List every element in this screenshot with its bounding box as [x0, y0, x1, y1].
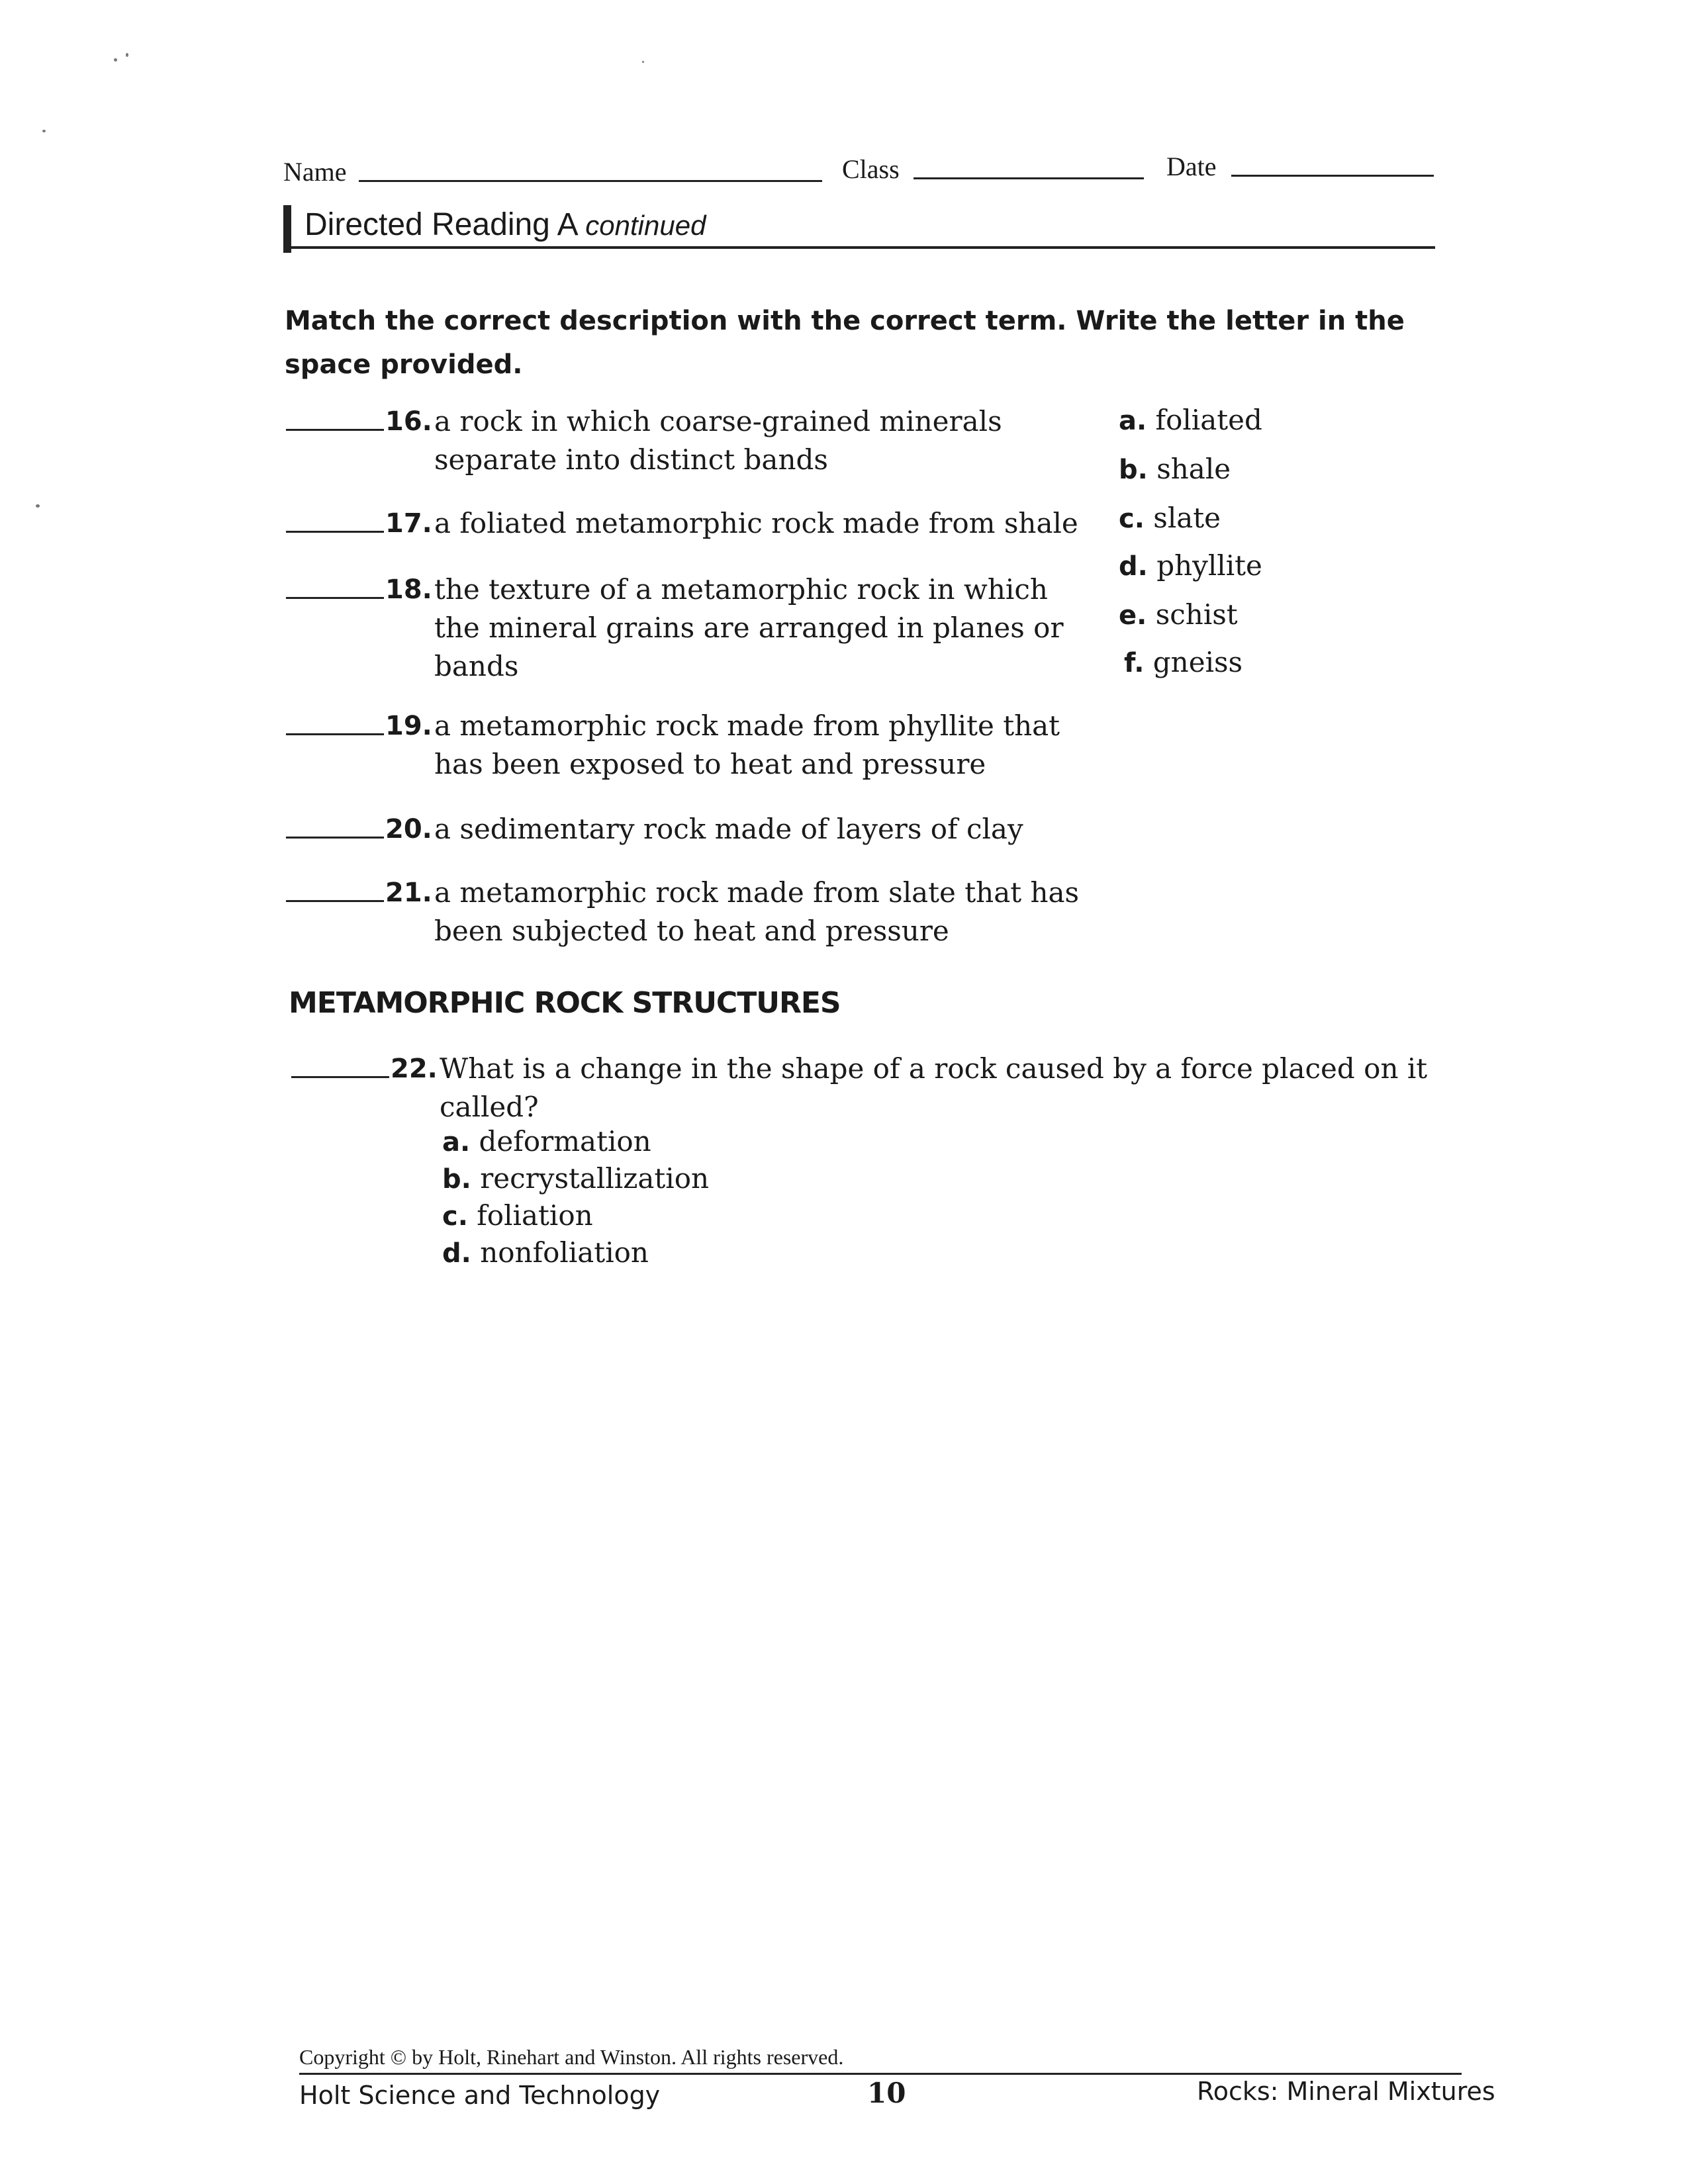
instructions: Match the correct description with the correct term. Write the letter in the space provided.	[285, 306, 1405, 380]
option-c	[442, 1199, 593, 1232]
question-text: a metamorphic rock made from slate that has been subjected to heat and pressure	[434, 876, 1080, 947]
answer-blank[interactable]	[286, 596, 384, 599]
term-b	[1119, 453, 1231, 485]
option-a	[442, 1125, 651, 1158]
question-19	[286, 707, 1100, 780]
question-number: 18.	[385, 574, 432, 605]
date-label: Date	[1166, 152, 1217, 181]
answer-blank[interactable]	[286, 428, 384, 431]
term-text: gneiss	[1152, 646, 1243, 678]
question-21	[286, 874, 1100, 947]
answer-blank[interactable]	[291, 1075, 389, 1078]
question-number: 19.	[385, 711, 432, 741]
term-text: slate	[1153, 502, 1221, 534]
option-text: foliation	[477, 1199, 593, 1232]
class-field[interactable]	[914, 177, 1144, 179]
question-number: 16.	[385, 406, 432, 437]
class-label: Class	[842, 154, 900, 184]
scan-speck	[42, 130, 46, 132]
name-field[interactable]	[359, 180, 822, 182]
option-d	[442, 1236, 649, 1269]
footer-publisher: Holt Science and Technology	[299, 2081, 661, 2110]
term-a	[1119, 404, 1262, 436]
question-number: 17.	[385, 508, 432, 539]
term-text: schist	[1155, 598, 1238, 631]
term-d	[1119, 549, 1262, 582]
question-16	[286, 402, 1100, 476]
option-letter: b.	[442, 1164, 471, 1195]
question-text: a rock in which coarse-grained minerals separate into distinct bands	[434, 405, 1002, 476]
question-text: a sedimentary rock made of layers of clay	[434, 813, 1023, 845]
term-text: foliated	[1155, 404, 1262, 436]
option-letter: a.	[442, 1127, 471, 1158]
banner-rule	[283, 246, 1435, 249]
question-20	[286, 810, 1100, 848]
question-number: 21.	[385, 878, 432, 908]
term-c	[1119, 502, 1221, 534]
answer-blank[interactable]	[286, 836, 384, 839]
name-label: Name	[283, 157, 347, 187]
question-text: a metamorphic rock made from phyllite that has been exposed to heat and pressure	[434, 709, 1060, 780]
term-letter: a.	[1119, 406, 1147, 436]
term-letter: c.	[1119, 504, 1145, 534]
scan-speck	[36, 504, 40, 508]
banner-subtitle: continued	[585, 210, 706, 241]
term-letter: f.	[1124, 648, 1145, 678]
option-b	[442, 1162, 709, 1195]
date-field[interactable]	[1231, 175, 1434, 177]
term-text: shale	[1156, 453, 1231, 485]
option-text: recrystallization	[480, 1162, 710, 1195]
answer-blank[interactable]	[286, 899, 384, 902]
term-letter: b.	[1119, 455, 1148, 485]
question-number: 22.	[391, 1054, 438, 1084]
question-22	[291, 1050, 1456, 1123]
footer-rule	[299, 2073, 1462, 2075]
question-text: What is a change in the shape of a rock caused by a force placed on it called?	[440, 1052, 1428, 1123]
page-number: 10	[867, 2077, 906, 2109]
scan-speck	[114, 58, 117, 62]
footer-chapter: Rocks: Mineral Mixtures	[1197, 2077, 1495, 2106]
copyright-notice: Copyright © by Holt, Rinehart and Winston. All rights reserved.	[299, 2045, 844, 2069]
question-text: a foliated metamorphic rock made from shale	[434, 507, 1078, 539]
term-letter: e.	[1119, 600, 1147, 631]
scan-speck	[642, 61, 644, 63]
scan-speck	[126, 53, 128, 57]
answer-blank[interactable]	[286, 530, 384, 533]
option-letter: c.	[442, 1201, 468, 1232]
term-text: phyllite	[1156, 549, 1262, 582]
question-text: the texture of a metamorphic rock in which the mineral grains are arranged in planes or bands	[434, 573, 1064, 682]
question-18	[286, 570, 1100, 682]
answer-blank[interactable]	[286, 733, 384, 735]
term-f	[1124, 646, 1243, 678]
term-e	[1119, 598, 1238, 631]
banner-title	[305, 206, 706, 243]
option-text: nonfoliation	[480, 1236, 649, 1269]
option-text: deformation	[479, 1125, 651, 1158]
term-letter: d.	[1119, 551, 1148, 582]
question-17	[286, 504, 1100, 543]
question-number: 20.	[385, 814, 432, 844]
section-heading: METAMORPHIC ROCK STRUCTURES	[289, 986, 841, 1020]
option-letter: d.	[442, 1238, 471, 1269]
banner-title-text: Directed Reading A	[305, 207, 577, 242]
